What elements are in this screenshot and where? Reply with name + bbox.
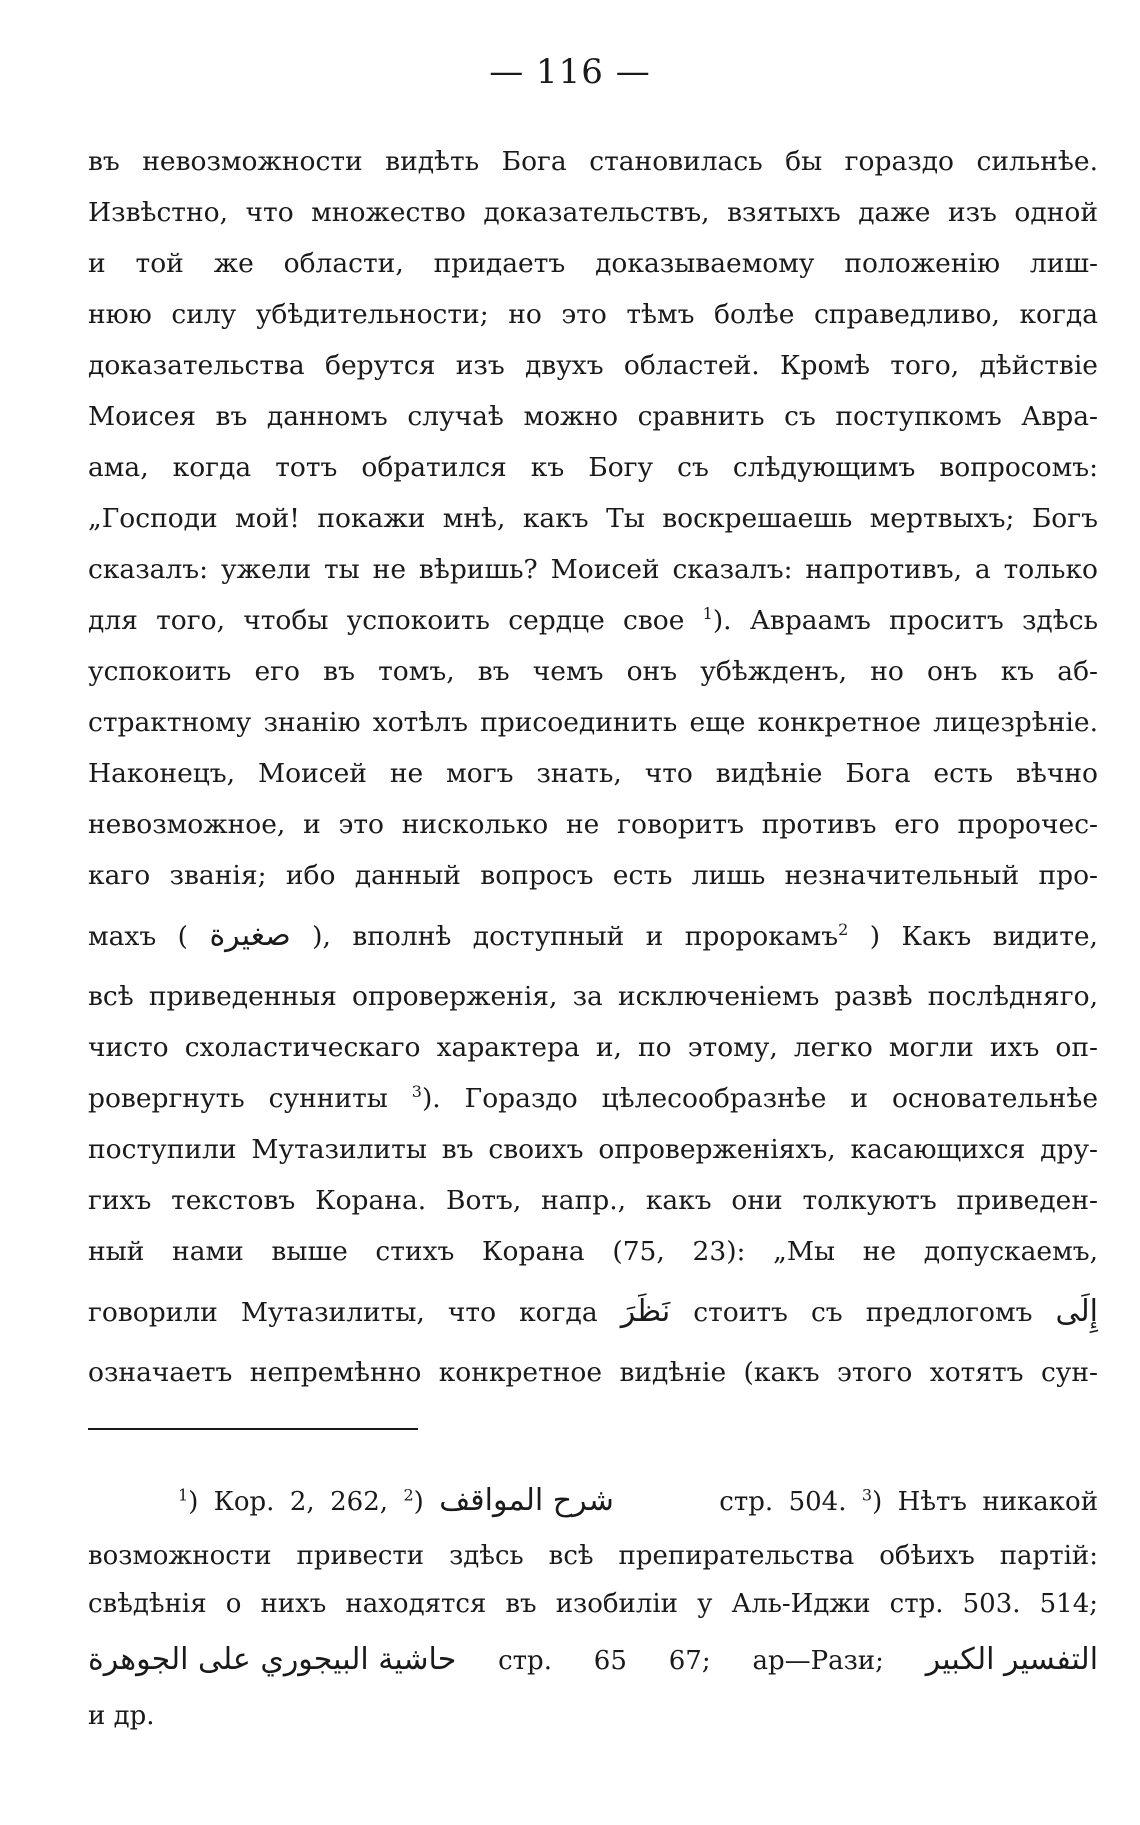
footnote-text: стр. 504.	[719, 1487, 847, 1517]
text-line: Моисея въ данномъ случаѣ можно сравнить съ поступкомъ Авра-	[88, 401, 1098, 432]
line-text: говорили Мутазилиты, что когда	[88, 1297, 598, 1328]
line-text: махъ (	[88, 921, 188, 952]
text-line: поступили Мутазилиты въ своихъ опроверженіяхъ, касающихся дру-	[88, 1134, 1098, 1165]
text-line: ама, когда тотъ обратился къ Богу съ слѣдующимъ вопросомъ:	[88, 452, 1098, 483]
text-line: гихъ текстовъ Корана. Вотъ, напр., какъ они толкуютъ приведен-	[88, 1185, 1098, 1216]
footnote-mark: 3	[861, 1485, 873, 1505]
text-line: каго званія; ибо данный вопросъ есть лишь незначительный про-	[88, 860, 1098, 891]
footnote-text: ) Кор. 2, 262,	[188, 1487, 388, 1517]
text-line	[88, 901, 1098, 971]
arabic-title: شرح المواقف	[439, 1483, 614, 1518]
footnote-text: ) Нѣтъ никакой	[872, 1487, 1099, 1517]
text-line	[88, 1073, 1098, 1124]
line-text: ), вполнѣ доступный и пророкамъ	[312, 921, 839, 952]
text-line: въ невозможности видѣть Бога становилась бы гораздо сильнѣе.	[88, 146, 1098, 177]
arabic-term: صغيرة	[209, 918, 291, 953]
footnotes	[88, 1470, 1098, 1740]
text-line: означаетъ непремѣнно конкретное видѣніе (какъ этого хотятъ сун-	[88, 1357, 1098, 1388]
text-line: доказательства берутся изъ двухъ областей. Кромѣ того, дѣйствіе	[88, 350, 1098, 381]
arabic-title: التفسير الكبير	[925, 1642, 1099, 1677]
line-text: стоитъ съ предлогомъ	[693, 1297, 1033, 1328]
arabic-term: نَظَرَ	[620, 1294, 671, 1329]
text-line: нюю силу убѣдительности; но это тѣмъ болѣе справедливо, когда	[88, 299, 1098, 330]
line-text: ровергнуть сунниты	[88, 1083, 412, 1114]
text-line: всѣ приведенныя опроверженія, за исключеніемъ развѣ послѣдняго,	[88, 981, 1098, 1012]
footnote-line: свѣдѣнія о нихъ находятся въ изобиліи у Аль-Иджи стр. 503. 514;	[88, 1589, 1098, 1619]
text-line: чисто схоластическаго характера и, по этому, легко могли ихъ оп-	[88, 1032, 1098, 1063]
text-line	[88, 1277, 1098, 1347]
main-text	[88, 136, 1098, 1398]
text-line	[88, 595, 1098, 646]
footnote-ref: 1	[702, 604, 713, 624]
footnote-line: и др.	[88, 1701, 155, 1731]
footnote-divider	[88, 1428, 418, 1430]
arabic-title: حاشية البيجوري على الجوهرة	[88, 1642, 457, 1677]
line-text: ) Какъ видите,	[869, 921, 1098, 952]
text-line: сказалъ: ужели ты не вѣришь? Моисей сказалъ: напротивъ, а только	[88, 554, 1098, 585]
text-line: страктному знанію хотѣлъ присоединить еще конкретное лицезрѣніе.	[88, 707, 1098, 738]
text-line: невозможное, и это нисколько не говоритъ противъ его пророчес-	[88, 809, 1098, 840]
text-line: успокоить его въ томъ, въ чемъ онъ убѣжденъ, но онъ къ аб-	[88, 656, 1098, 687]
footnote-text: )	[413, 1487, 424, 1517]
footnote-line	[88, 1628, 1098, 1692]
page-number: — 116 —	[489, 52, 651, 92]
text-line: Наконецъ, Моисей не могъ знать, что видѣніе Бога есть вѣчно	[88, 758, 1098, 789]
line-text: ). Авраамъ проситъ здѣсь	[712, 605, 1098, 636]
footnote-ref: 2	[838, 920, 849, 940]
line-text: для того, чтобы успокоить сердце свое	[88, 605, 703, 636]
arabic-term: إِلَى	[1055, 1294, 1098, 1329]
footnote-line	[88, 1470, 1098, 1532]
footnote-line: возможности привести здѣсь всѣ препирательства обѣихъ партій:	[88, 1541, 1098, 1571]
footnote-mark: 1	[178, 1485, 189, 1505]
text-line: и той же области, придаетъ доказываемому положенію лиш-	[88, 248, 1098, 279]
text-line: ный нами выше стихъ Корана (75, 23): „Мы не допускаемъ,	[88, 1236, 1098, 1267]
line-text: ). Гораздо цѣлесообразнѣе и основательнѣе	[421, 1083, 1099, 1114]
text-line: Извѣстно, что множество доказательствъ, взятыхъ даже изъ одной	[88, 197, 1098, 228]
footnote-ref: 3	[411, 1082, 422, 1102]
footnote-mark: 2	[403, 1485, 414, 1505]
text-line: „Господи мой! покажи мнѣ, какъ Ты воскрешаешь мертвыхъ; Богъ	[88, 503, 1098, 534]
footnote-text: стр. 65 67; ар—Рази;	[498, 1646, 884, 1676]
